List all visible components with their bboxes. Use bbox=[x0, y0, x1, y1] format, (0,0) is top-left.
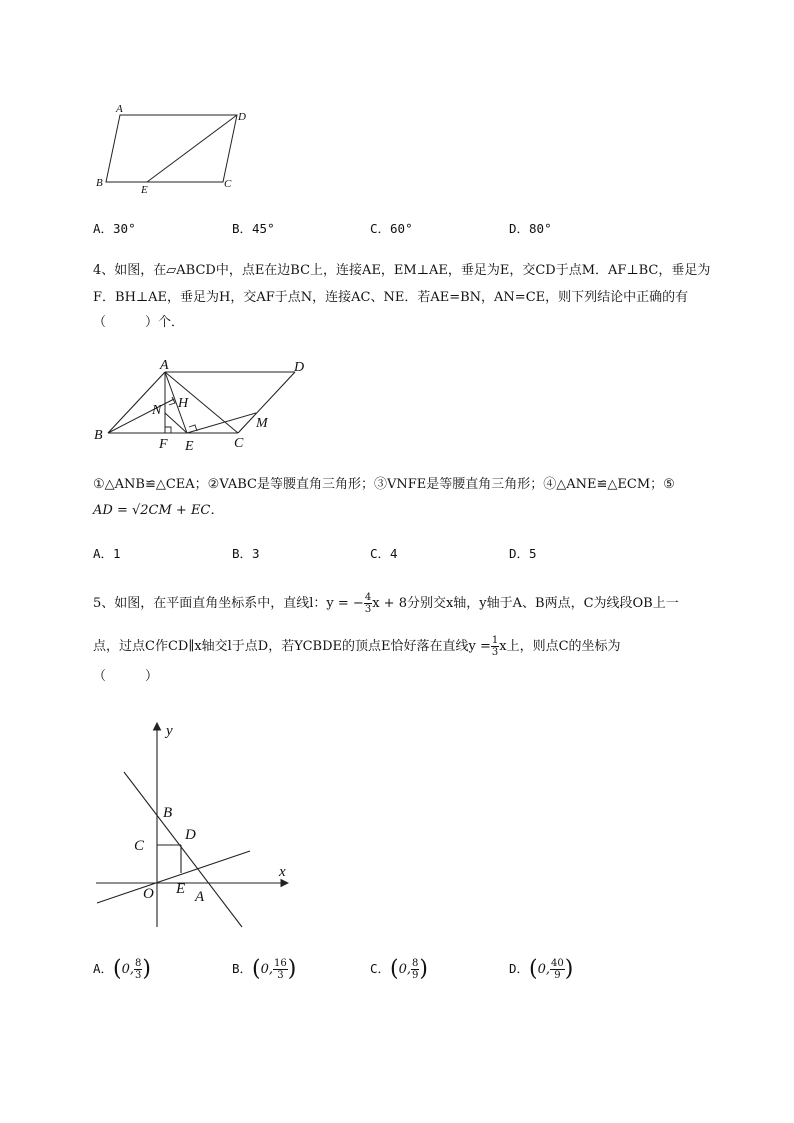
q4-stem-line1: 4、如图，在▱ABCD中，点E在边BC上，连接AE，EM⊥AE，垂足为E，交CD于点M．AF⊥BC，垂足为 bbox=[93, 263, 711, 278]
q5-stem-line1-start: 5、如图，在平面直角坐标系中，直线l：y = − bbox=[93, 596, 364, 611]
q5-option-c[interactable]: C．(0, $\frac{8}{9}$ ) bbox=[370, 956, 428, 982]
q5-k-den: 3 bbox=[491, 647, 499, 658]
q5-option-c-num: 8 bbox=[412, 958, 419, 969]
q3-parallelogram bbox=[106, 115, 237, 182]
q5-option-b-den: 3 bbox=[277, 970, 284, 981]
q5-option-d-prefix: 0, bbox=[537, 962, 551, 977]
q5-label-y: y bbox=[166, 723, 173, 739]
q5-option-d[interactable]: D．(0, $\frac{40}{9}$ ) bbox=[509, 956, 574, 982]
q4-stem-line3: （ ）个． bbox=[93, 315, 185, 330]
q5-stem-line2-end: x上，则点C的坐标为 bbox=[499, 639, 621, 654]
q3-option-a[interactable]: A．30° bbox=[93, 221, 136, 236]
q4-statements-line1: ①△ANB≌△CEA；②VABC是等腰直角三角形；③VNFE是等腰直角三角形；④△ANE≌△ECM；⑤ bbox=[93, 477, 675, 492]
q3-parallelogram-figure bbox=[90, 100, 260, 195]
q4-label-B: B bbox=[94, 428, 103, 443]
q5-option-d-fraction bbox=[550, 958, 565, 981]
q5-option-d-den: 9 bbox=[554, 970, 561, 981]
q5-label-C: C bbox=[134, 838, 145, 854]
q4-segment-BH bbox=[108, 399, 174, 433]
q4-segment-EM bbox=[187, 413, 256, 433]
q4-label-F: F bbox=[159, 437, 168, 452]
q5-option-d-letter: D． bbox=[509, 961, 530, 976]
q3-label-C: C bbox=[224, 178, 232, 190]
q5-option-b[interactable]: B．(0, $\frac{16}{3}$ ) bbox=[232, 956, 297, 982]
q4-label-E: E bbox=[185, 439, 194, 454]
q5-slope-fraction bbox=[364, 592, 372, 615]
q4-statements-line2: AD = √2CM + EC． bbox=[93, 503, 224, 518]
q5-option-a-prefix: 0, bbox=[121, 962, 135, 977]
q5-option-b-letter: B． bbox=[232, 961, 253, 976]
q5-label-O: O bbox=[143, 886, 154, 902]
q5-option-c-den: 9 bbox=[412, 970, 419, 981]
q4-option-c[interactable]: C．4 bbox=[370, 546, 398, 561]
q5-slope-num: 4 bbox=[364, 592, 372, 603]
q5-label-E: E bbox=[176, 881, 186, 897]
q5-k-num: 1 bbox=[491, 635, 499, 646]
q3-option-d[interactable]: D．80° bbox=[509, 221, 552, 236]
q3-segment-ED bbox=[147, 115, 237, 182]
q3-label-E: E bbox=[141, 184, 148, 195]
q4-label-N: N bbox=[152, 403, 162, 418]
q5-label-x: x bbox=[279, 864, 286, 880]
q3-option-c[interactable]: C．60° bbox=[370, 221, 413, 236]
q4-label-M: M bbox=[256, 416, 268, 431]
q5-stem-line3: （ ） bbox=[93, 669, 159, 684]
q4-right-angle-F bbox=[165, 427, 171, 433]
q4-label-A: A bbox=[160, 358, 169, 373]
q4-label-D: D bbox=[294, 360, 305, 375]
q4-option-d[interactable]: D．5 bbox=[509, 546, 537, 561]
q5-option-c-letter: C． bbox=[370, 961, 391, 976]
q5-option-a-den: 3 bbox=[135, 970, 142, 981]
q4-label-H: H bbox=[178, 396, 189, 411]
q5-label-B: B bbox=[163, 805, 173, 821]
q5-label-D: D bbox=[185, 827, 196, 843]
q5-option-a-letter: A． bbox=[93, 961, 114, 976]
q5-stem-line2 bbox=[93, 635, 621, 658]
q4-option-a[interactable]: A．1 bbox=[93, 546, 121, 561]
q5-coordinate-figure bbox=[90, 715, 300, 930]
q5-stem-line2-start: 点，过点C作CD∥x轴交l于点D，若YCBDE的顶点E恰好落在直线y = bbox=[93, 639, 491, 654]
q5-option-b-prefix: 0, bbox=[260, 962, 274, 977]
q3-label-D: D bbox=[238, 111, 246, 123]
q5-option-a-num: 8 bbox=[135, 958, 142, 969]
q5-line-y-third-x bbox=[97, 851, 250, 903]
q5-slope-den: 3 bbox=[364, 604, 372, 615]
q5-option-b-num: 16 bbox=[274, 958, 287, 969]
q5-option-a[interactable]: A．(0, $\frac{8}{3}$ ) bbox=[93, 956, 151, 982]
q3-option-b[interactable]: B．45° bbox=[232, 221, 275, 236]
q5-option-d-num: 40 bbox=[551, 958, 564, 969]
q5-label-A: A bbox=[195, 889, 205, 905]
q4-option-b[interactable]: B．3 bbox=[232, 546, 260, 561]
q4-stem-line2: F．BH⊥AE，垂足为H，交AF于点N，连接AC、NE．若AE=BN，AN=CE，则下列结论中正确的有 bbox=[93, 290, 689, 305]
q4-parallelogram-figure bbox=[90, 355, 320, 455]
q3-label-B: B bbox=[96, 177, 103, 189]
q5-stem-line1-end: x + 8分别交x轴，y轴于A、B两点，C为线段OB上一 bbox=[372, 596, 679, 611]
q5-option-b-fraction bbox=[273, 958, 288, 981]
q4-label-C: C bbox=[234, 436, 244, 451]
q5-option-c-prefix: 0, bbox=[398, 962, 412, 977]
q5-k-fraction bbox=[491, 635, 499, 658]
q3-label-A: A bbox=[116, 103, 123, 115]
q5-stem-line1 bbox=[93, 592, 679, 615]
